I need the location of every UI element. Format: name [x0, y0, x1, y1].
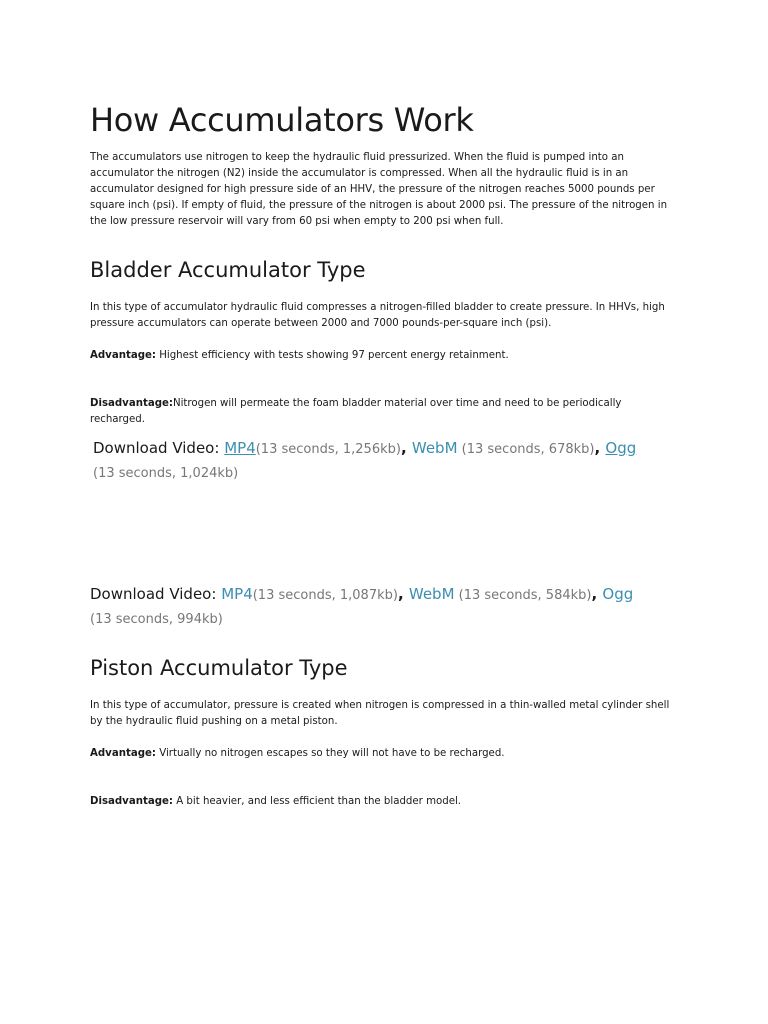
download-label: Download Video: — [90, 585, 217, 603]
webm-link[interactable]: WebM — [411, 439, 458, 457]
bladder-disadvantage — [90, 396, 670, 428]
ogg-meta: (13 seconds, 994kb) — [90, 612, 223, 627]
piston-description: In this type of accumulator, pressure is created when nitrogen is compressed in a thin-walled metal cylinder shell by the hydraulic fluid pushing on a metal piston. — [90, 700, 670, 727]
ogg-link[interactable]: Ogg — [605, 439, 637, 457]
bladder-heading: Bladder Accumulator Type — [90, 258, 366, 282]
piston-heading: Piston Accumulator Type — [90, 656, 348, 680]
mp4-link[interactable]: MP4 — [224, 439, 256, 457]
bladder-description: In this type of accumulator hydraulic fluid compresses a nitrogen-filled bladder to create pressure. In HHVs, high pressure accumulators can operate between 2000 and 7000 pounds-per-square inch (psi). — [90, 302, 665, 329]
webm-link[interactable]: WebM — [408, 585, 455, 603]
advantage-text: Virtually no nitrogen escapes so they will not have to be recharged. — [155, 748, 505, 759]
ogg-link[interactable]: Ogg — [602, 585, 634, 603]
download-video-2: Download Video: MP4(13 seconds, 1,087kb), WebM (13 seconds, 584kb), Ogg (13 seconds, 994kb) — [90, 585, 634, 627]
ogg-meta: (13 seconds, 1,024kb) — [93, 466, 239, 481]
advantage-text: Highest efficiency with tests showing 97 percent energy retainment. — [155, 350, 509, 361]
advantage-label: Advantage: — [90, 748, 156, 759]
bladder-advantage — [90, 348, 670, 364]
disadvantage-label: Disadvantage: — [90, 796, 173, 807]
disadvantage-text: A bit heavier, and less efficient than the bladder model. — [172, 796, 462, 807]
disadvantage-label: Disadvantage: — [90, 398, 173, 409]
disadvantage-text: Nitrogen will permeate the foam bladder material over time and need to be periodically recharged. — [90, 398, 622, 425]
mp4-meta: (13 seconds, 1,087kb) — [252, 588, 398, 603]
webm-meta: (13 seconds, 584kb) — [454, 588, 592, 603]
mp4-meta: (13 seconds, 1,256kb) — [255, 442, 401, 457]
piston-advantage — [90, 746, 670, 762]
advantage-label: Advantage: — [90, 350, 156, 361]
piston-disadvantage — [90, 794, 670, 810]
download-video-1: Download Video: MP4(13 seconds, 1,256kb), WebM (13 seconds, 678kb), Ogg (13 seconds, 1,024kb) — [93, 439, 637, 481]
webm-meta: (13 seconds, 678kb) — [457, 442, 595, 457]
download-label: Download Video: — [93, 439, 220, 457]
intro-paragraph: The accumulators use nitrogen to keep the hydraulic fluid pressurized. When the fluid is pumped into an accumulator the nitrogen (N2) inside the accumulator is compressed. When all the hydraulic fluid is in an accumulator designed for high pressure side of an HHV, the pressure of the nitrogen reaches 5000 pounds per square inch (psi). If empty of fluid, the pressure of the nitrogen is about 2000 psi. The pressure of the nitrogen in the low pressure reservoir will vary from 60 psi when empty to 200 psi when full. — [90, 152, 668, 227]
page-title: How Accumulators Work — [90, 101, 474, 139]
mp4-link[interactable]: MP4 — [221, 585, 253, 603]
